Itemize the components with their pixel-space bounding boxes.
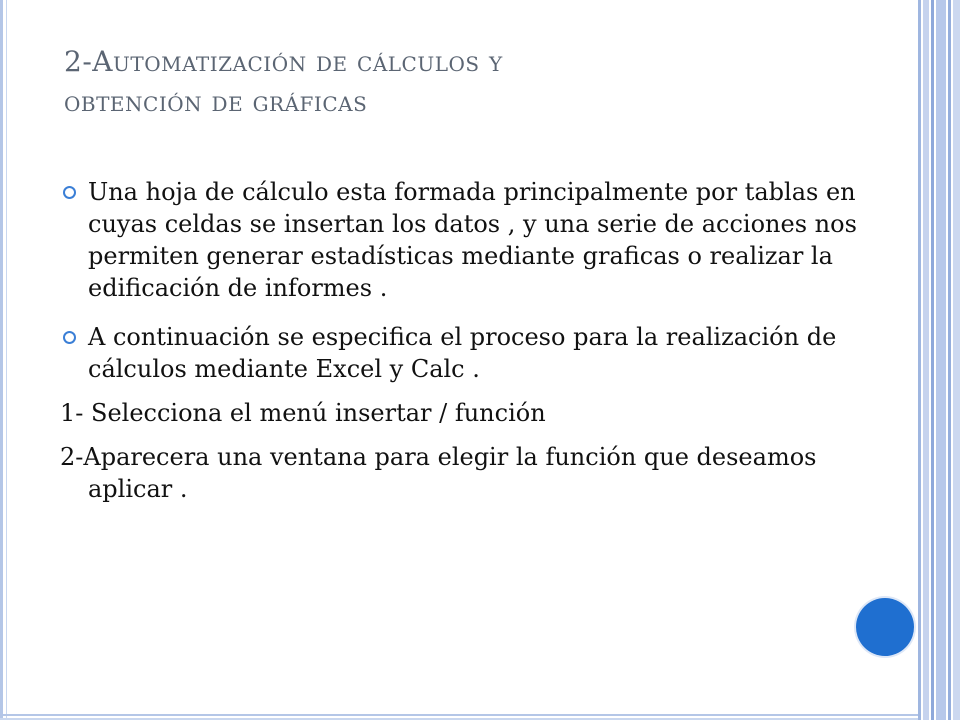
frame-left-line-inner bbox=[6, 0, 7, 720]
bullet-circle-icon bbox=[63, 186, 76, 199]
frame-left-line bbox=[0, 0, 3, 720]
right-stripe bbox=[936, 0, 946, 720]
slide-title bbox=[64, 42, 884, 122]
right-stripe bbox=[953, 0, 960, 720]
right-stripe bbox=[931, 0, 934, 720]
accent-circle bbox=[856, 598, 914, 656]
title-line-1: 2-Automatización de cálculos y bbox=[64, 45, 503, 78]
bullet-text: Una hoja de cálculo esta formada principalmente por tablas en cuyas celdas se insertan los datos , y una serie de acciones nos permiten generar estadísticas mediante graficas o realizar la edificación de informes . bbox=[88, 178, 857, 302]
right-stripe bbox=[923, 0, 929, 720]
right-stripe bbox=[948, 0, 951, 720]
right-stripe bbox=[918, 0, 921, 720]
bullet-text: A continuación se especifica el proceso para la realización de cálculos mediante Excel y Calc . bbox=[88, 323, 837, 383]
step-item bbox=[60, 397, 860, 429]
step-item bbox=[60, 441, 860, 505]
bullet-item bbox=[60, 176, 860, 304]
slide-body bbox=[60, 176, 860, 522]
bullet-circle-icon bbox=[63, 331, 76, 344]
step-text: 2-Aparecera una ventana para elegir la función que deseamos aplicar . bbox=[60, 443, 817, 503]
step-text: 1- Selecciona el menú insertar / función bbox=[60, 399, 546, 427]
frame-bottom-line bbox=[0, 714, 918, 716]
title-line-2: obtención de gráficas bbox=[64, 85, 368, 118]
bullet-item bbox=[60, 321, 860, 385]
